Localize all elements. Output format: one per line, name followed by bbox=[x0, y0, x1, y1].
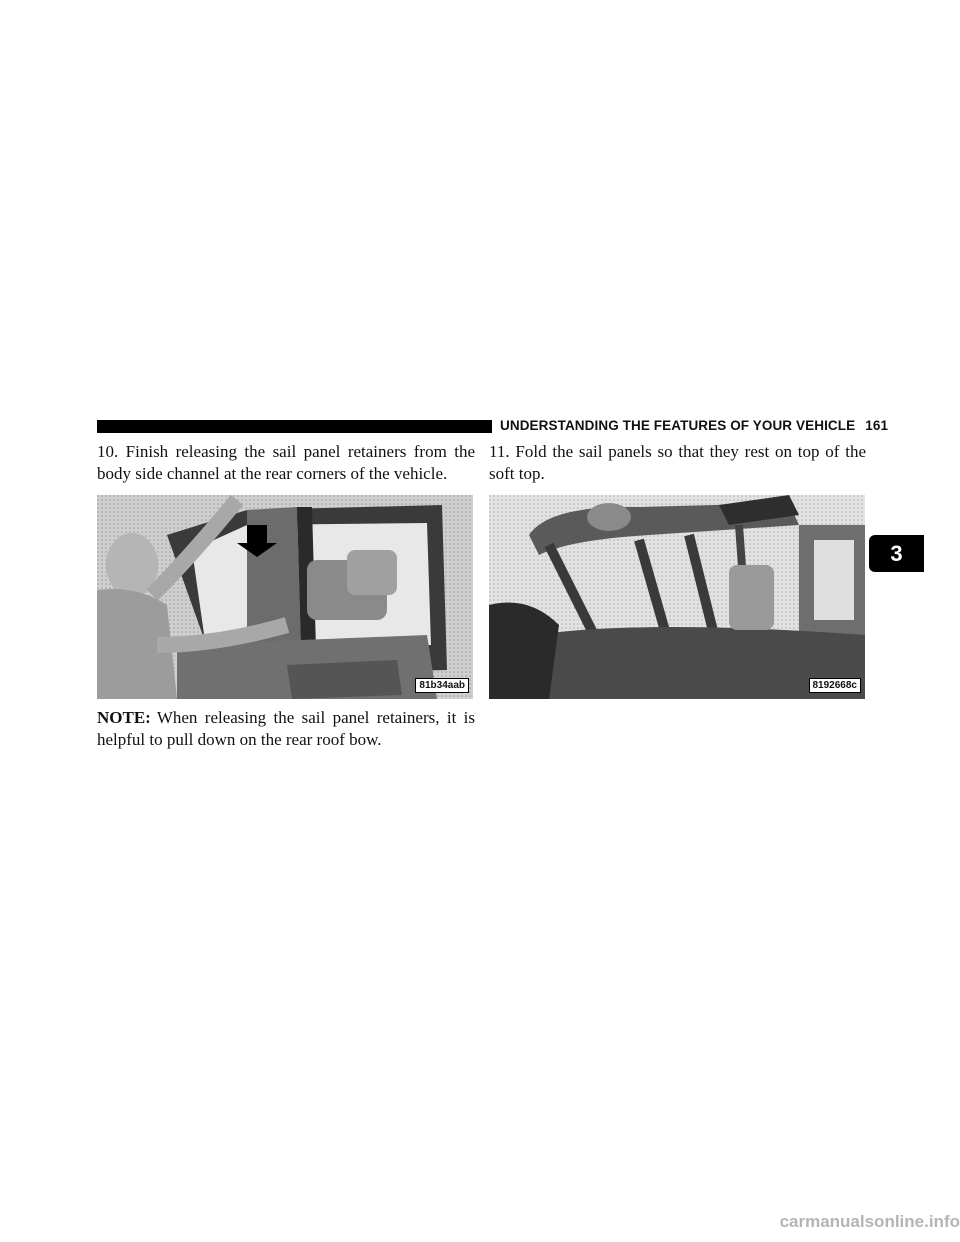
step-10-text: 10. Finish releasing the sail panel retainers from the body side channel at the rear corners of the vehicle. bbox=[97, 442, 475, 483]
header-rule bbox=[97, 420, 492, 433]
figure-illustration bbox=[97, 495, 473, 699]
figure-id-label: 81b34aab bbox=[415, 678, 469, 693]
section-tab: 3 bbox=[869, 535, 924, 572]
page-number: 161 bbox=[865, 418, 889, 433]
figure-folded-sail-panels bbox=[489, 495, 865, 699]
note-paragraph bbox=[97, 707, 475, 751]
step-11-text: 11. Fold the sail panels so that they rest on top of the soft top. bbox=[489, 442, 866, 483]
running-header bbox=[500, 417, 888, 435]
note-text: When releasing the sail panel retainers, it is helpful to pull down on the rear roof bow. bbox=[97, 708, 475, 749]
figure-illustration bbox=[489, 495, 865, 699]
note-label: NOTE: bbox=[97, 708, 151, 727]
figure-id-label: 8192668c bbox=[809, 678, 862, 693]
figure-release-sail-panel bbox=[97, 495, 473, 699]
header-title: UNDERSTANDING THE FEATURES OF YOUR VEHICLE bbox=[500, 418, 856, 433]
watermark-text: carmanualsonline.info bbox=[779, 1212, 960, 1231]
